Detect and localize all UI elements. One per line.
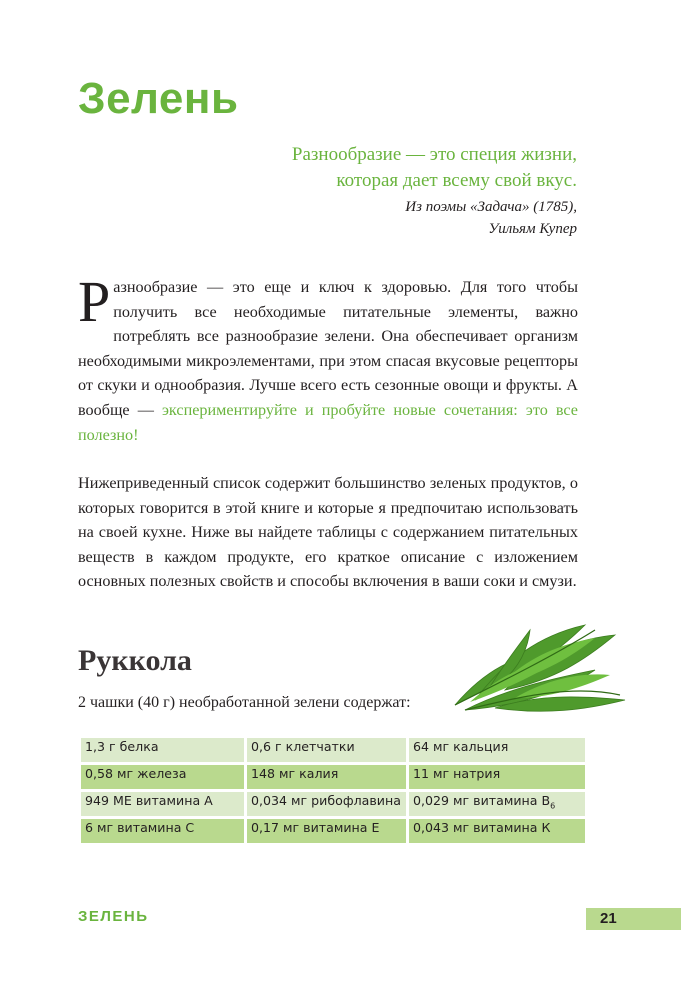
table-cell-text: 0,029 мг витамина B <box>413 793 551 808</box>
table-row <box>81 738 585 762</box>
intro-paragraph-highlight: экспериментируйте и пробуйте новые сочетания: это все полезно! <box>78 400 578 444</box>
epigraph-source <box>405 196 577 240</box>
table-cell <box>409 792 585 816</box>
epigraph-quote <box>292 142 577 194</box>
table-cell: 0,043 мг витамина К <box>409 819 585 843</box>
arugula-image <box>445 610 635 720</box>
table-cell: 0,034 мг рибофлавина <box>247 792 406 816</box>
table-cell: 1,3 г белка <box>81 738 244 762</box>
table-cell: 6 мг витамина С <box>81 819 244 843</box>
drop-cap: Р <box>78 269 111 334</box>
epigraph-line-2: которая дает всему свой вкус. <box>336 170 577 191</box>
table-row <box>81 765 585 789</box>
table-cell: 64 мг кальция <box>409 738 585 762</box>
page-number-bar <box>586 908 681 930</box>
table-cell: 0,17 мг витамина Е <box>247 819 406 843</box>
intro-paragraph <box>78 269 578 447</box>
page-title: Зелень <box>78 74 239 123</box>
footer-chapter-label: ЗЕЛЕНЬ <box>78 908 149 925</box>
section-serving-note: 2 чашки (40 г) необработанной зелени содержат: <box>78 694 411 711</box>
table-row <box>81 792 585 816</box>
page-number: 21 <box>600 910 617 927</box>
table-cell: 11 мг натрия <box>409 765 585 789</box>
vitamin-subscript: 6 <box>550 801 556 811</box>
table-row <box>81 819 585 843</box>
epigraph-source-line-2: Уильям Купер <box>488 221 577 237</box>
section-title-arugula: Руккола <box>78 644 192 677</box>
epigraph-line-1: Разнообразие — это специя жизни, <box>291 144 577 165</box>
list-intro-paragraph: Нижеприведенный список содержит большинство зеленых продуктов, о которых говорится в этой книге и которые я предпочитаю использовать на своей кухне. Ниже вы найдете таблицы с содержанием питательных веществ в каждом продукте, его краткое описание с изложением основных полезных свойств и способы включения в ваши соки и смузи. <box>78 474 578 591</box>
table-cell: 0,58 мг железа <box>81 765 244 789</box>
table-cell: 0,6 г клетчатки <box>247 738 406 762</box>
epigraph-source-line-1: Из поэмы «Задача» (1785), <box>405 199 577 215</box>
intro-paragraph-text: азнообразие — это еще и ключ к здоровью. Для того чтобы получить все необходимые питательные элементы, важно потреблять все разнообразие зелени. Она обеспечивает организм необходимыми микроэлементами, при этом спасая вкусовые рецепторы от скуки и однообразия. Лучше всего есть сезонные овощи и фрукты. А вообще — <box>78 278 578 419</box>
table-cell: 949 МЕ витамина А <box>81 792 244 816</box>
table-cell: 148 мг калия <box>247 765 406 789</box>
nutrients-table <box>78 735 588 846</box>
